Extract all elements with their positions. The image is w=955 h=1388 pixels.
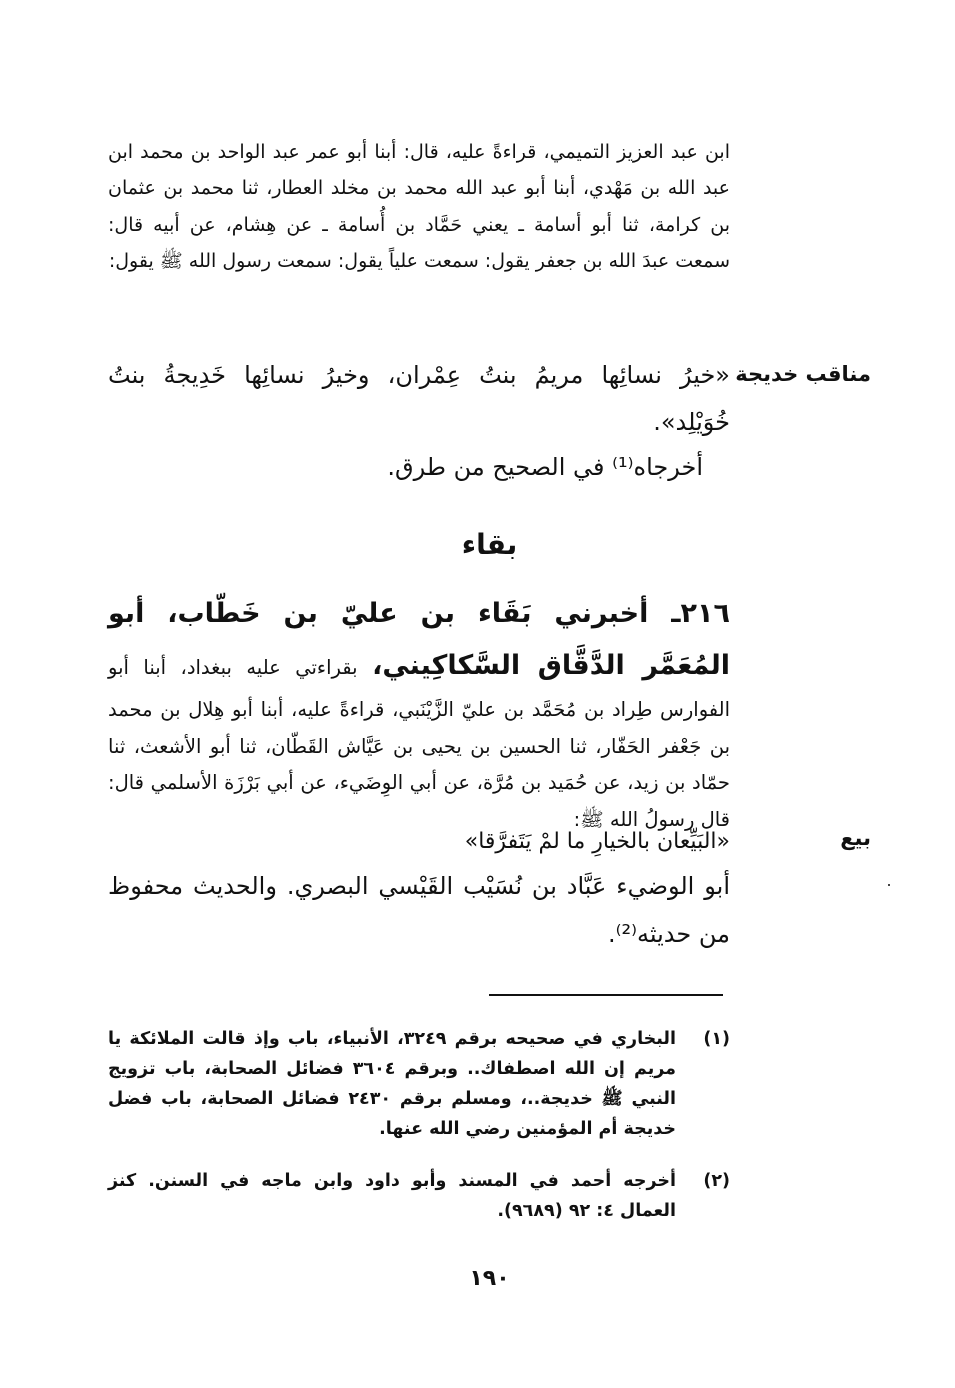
hadith-text-khadija: «خيرُ نسائِها مريمُ بنتُ عِمْران، وخيرُ نسائِها خَدِيجةُ بنتُ خُوَيْلِد». [108, 361, 730, 436]
margin-note-manaqib-khadija: مناقب خديجة [735, 362, 871, 386]
scan-speck [888, 884, 890, 886]
footnote-text: أخرجه أحمد في المسند وأبو داود وابن ماجه في السنن. كنز العمال ٤: ٩٢ (٩٦٨٩). [108, 1171, 676, 1221]
takhrij-note: أخرجاه⁽¹⁾ في الصحيح من طرق. [387, 453, 703, 481]
footnote-number: (١) [703, 1029, 730, 1049]
entry-isnad: بقراءتي عليه ببغداد، أبنا أبو الفوارس طِراد بن مُحَمَّد بن عليّ الزَّيْنَبي، قراءةً عليه، أبنا أبو هِلال بن محمد بن جَعْفر الحَفّار، ثنا الحسين بن يحيى بن عَيَّاش القَطّان، ثنا أبو الأشعث، ثنا حمّاد بن زيد، عن حُمَيد بن مُرَّة، عن أبي الوِضَيء، عن أبي بَرْزَة الأسلمي قال: قال رسولُ الله ﷺ: [108, 656, 730, 831]
entry-lead: ٢١٦ـ أخبرني بَقَاء بن عليّ بن خَطّاب، أبو المُعَمَّر الدَّقَّاق السَّكاكِيني، [108, 598, 731, 681]
section-heading: بقاء [461, 528, 518, 561]
footnote-text: البخاري في صحيحه برقم ٣٢٤٩، الأنبياء، باب وإذ قالت الملائكة يا مريم إن الله اصطفاك.. وبرقم ٣٦٠٤ فضائل الصحابة، باب تزويج النبي ﷺ خديجة..، ومسلم برقم ٢٤٣٠ فضائل الصحابة، باب فضل خديجة أم المؤمنين رضي الله عنها. [108, 1029, 677, 1139]
isnad-paragraph: ابن عبد العزيز التميمي، قراءةً عليه، قال: أبنا أبو عمر عبد الواحد بن محمد ابن عبد الله بن مَهْدي، أبنا أبو عبد الله محمد بن مخلد العطار، ثنا محمد بن عثمان بن كرامة، ثنا أبو أسامة ـ يعني حَمَّاد بن أُسامة ـ عن هِشام، عن أبيه قال: سمعت عبدَ الله بن جعفر يقول: سمعت علياً يقول: سمعت رسول الله ﷺ يقول: [108, 141, 730, 273]
margin-note-bay: بيع [840, 826, 871, 850]
footnote-1 [108, 1024, 730, 1144]
hadith-text-bay: «البَيِّعان بالخيارِ ما لمْ يَتَفرَّقا» [464, 829, 730, 854]
footnote-number: (٢) [703, 1171, 730, 1191]
page-number: ١٩٠ [469, 1266, 510, 1291]
footnote-divider [489, 994, 723, 996]
biography-entry-216 [108, 588, 730, 838]
footnote-2 [108, 1166, 730, 1226]
narrator-comment: أبو الوضيء عَبَّاد بن نُسَيْب القَيْسي البصري. والحديث محفوظ من حديثه⁽²⁾. [108, 872, 730, 948]
